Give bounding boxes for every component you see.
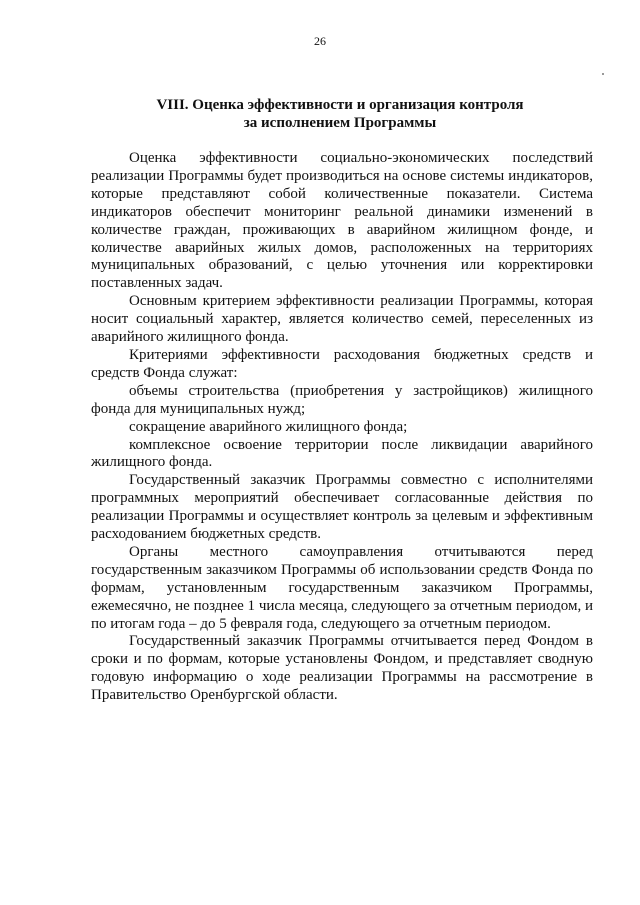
section-heading-line-1: VIII. Оценка эффективности и организация контроля (156, 97, 524, 113)
list-item: сокращение аварийного жилищного фонда; (129, 418, 408, 435)
paragraph: Органы местного самоуправления отчитываются перед государственным заказчиком Программы об использовании средств Фонда по формам, установленным государственным заказчиком Программы, ежемесячно, не позднее 1 числа месяца, следующего за отчетным периодом, и по итогам года – до 5 февраля года, следующего за отчетным периодом. (91, 543, 593, 632)
paragraph: Основным критерием эффективности реализации Программы, которая носит социальный характер, является количество семей, переселенных из аварийного жилищного фонда. (91, 293, 593, 346)
list-item: объемы строительства (приобретения у застройщиков) жилищного фонда для муниципальных нужд; (91, 382, 593, 417)
paragraph: Государственный заказчик Программы совместно с исполнителями программных мероприятий обеспечивает согласованные действия по реализации Программы и осуществляет контроль за целевым и эффективным расходованием бюджетных средств. (91, 472, 593, 543)
section-body (91, 150, 593, 705)
paragraph: Оценка эффективности социально-экономических последствий реализации Программы будет производиться на основе системы индикаторов, которые представляют собой количественные показатели. Система индикаторов обеспечит мониторинг реальной динамики изменений в количестве граждан, проживающих в аварийном жилищном фонде, и количестве аварийных жилых домов, расположенных на территориях муниципальных образований, с целью уточнения или корректировки поставленных задач. (91, 150, 593, 292)
page-number: 26 (314, 34, 326, 48)
paragraph: Критериями эффективности расходования бюджетных средств и средств Фонда служат: (91, 346, 593, 381)
paragraph: Государственный заказчик Программы отчитывается перед Фондом в сроки и по формам, которые установлены Фондом, и представляет сводную годовую информацию о ходе реализации Программы на рассмотрение в Правительство Оренбургской области. (91, 633, 593, 704)
scan-speck (602, 73, 604, 75)
section-heading (90, 96, 590, 132)
list-item: комплексное освоение территории после ликвидации аварийного жилищного фонда. (91, 436, 593, 471)
section-heading-line-2: за исполнением Программы (243, 115, 437, 131)
